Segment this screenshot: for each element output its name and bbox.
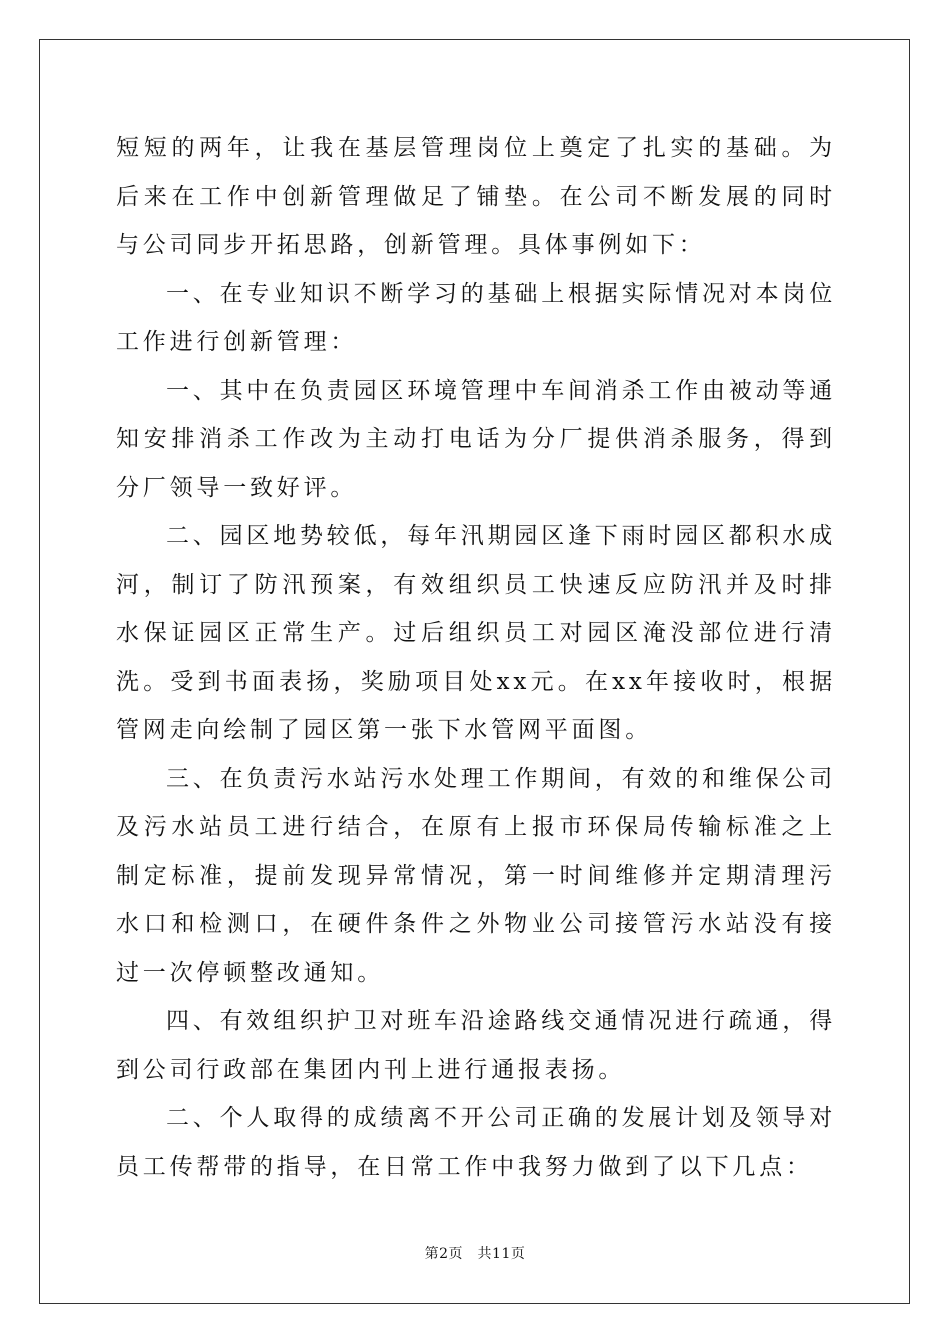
page-number: 第2页 共11页 bbox=[424, 1246, 526, 1262]
document-body bbox=[116, 124, 836, 1191]
paragraph-3: 一、其中在负责园区环境管理中车间消杀工作由被动等通知安排消杀工作改为主动打电话为分厂提供消杀服务，得到分厂领导一致好评。 bbox=[116, 377, 836, 501]
paragraph-1: 短短的两年，让我在基层管理岗位上奠定了扎实的基础。为后来在工作中创新管理做足了铺垫。在公司不断发展的同时与公司同步开拓思路，创新管理。具体事例如下： bbox=[116, 135, 836, 258]
paragraph-2: 一、在专业知识不断学习的基础上根据实际情况对本岗位工作进行创新管理： bbox=[116, 280, 836, 355]
paragraph-4: 二、园区地势较低，每年汛期园区逢下雨时园区都积水成河，制订了防汛预案，有效组织员工快速反应防汛并及时排水保证园区正常生产。过后组织员工对园区淹没部位进行清洗。受到书面表扬，奖励项目处xx元。在xx年接收时，根据管网走向绘制了园区第一张下水管网平面图。 bbox=[116, 523, 836, 743]
paragraph-7: 二、个人取得的成绩离不开公司正确的发展计划及领导对员工传帮带的指导，在日常工作中我努力做到了以下几点： bbox=[116, 1105, 836, 1180]
paragraph-6: 四、有效组织护卫对班车沿途路线交通情况进行疏通，得到公司行政部在集团内刊上进行通报表扬。 bbox=[116, 1008, 836, 1083]
paragraph-5: 三、在负责污水站污水处理工作期间，有效的和维保公司及污水站员工进行结合，在原有上报市环保局传输标准之上制定标准，提前发现异常情况，第一时间维修并定期清理污水口和检测口，在硬件条件之外物业公司接管污水站没有接过一次停顿整改通知。 bbox=[116, 765, 836, 986]
